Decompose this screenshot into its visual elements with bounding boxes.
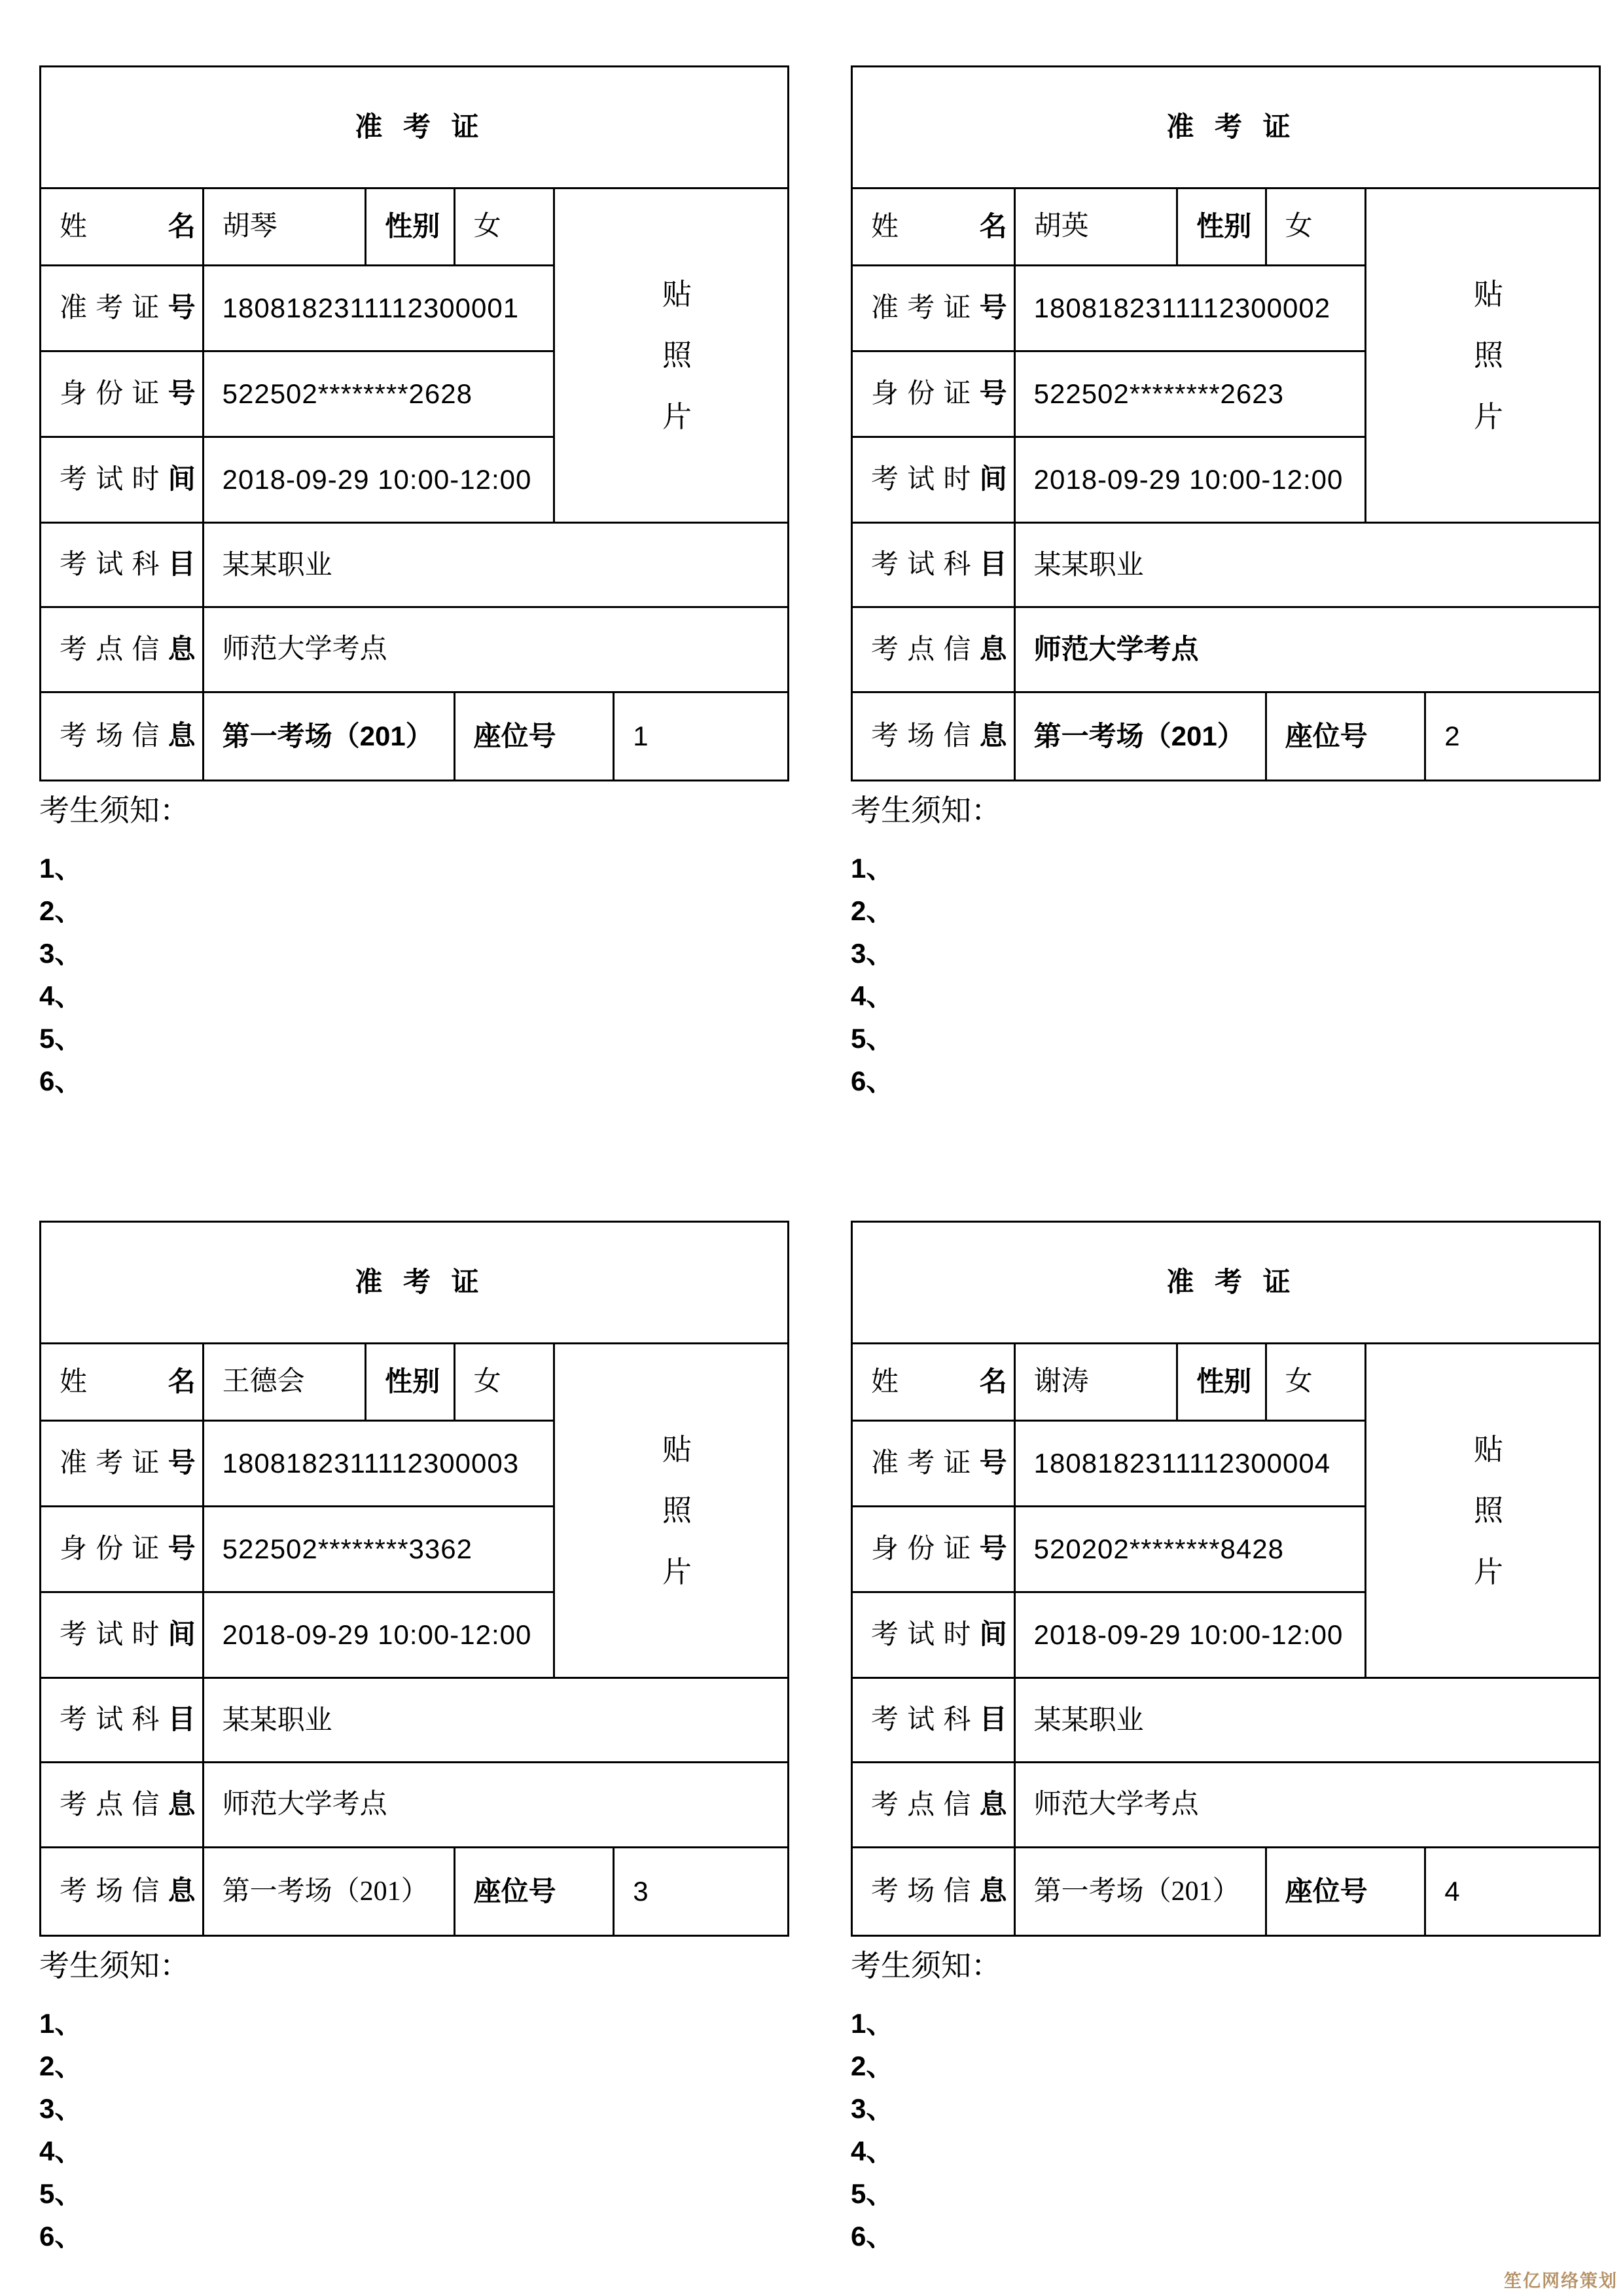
photo-placeholder <box>554 188 788 523</box>
notice-section <box>851 1946 1601 2257</box>
notice-item: 1、 <box>851 853 894 884</box>
notice-item: 4、 <box>39 2136 82 2167</box>
gender-label: 性别 <box>366 1344 454 1421</box>
photo-label: 贴照片 <box>662 1432 692 1588</box>
ticket-number-value: 1808182311112300001 <box>203 266 554 351</box>
photo-placeholder <box>1365 188 1599 523</box>
exam-time-value: 2018-09-29 10:00-12:00 <box>1014 1592 1365 1678</box>
id-number-value: 522502********2623 <box>1014 351 1365 437</box>
notice-item: 1、 <box>39 2008 82 2039</box>
id-number-label: 身份证号 <box>41 351 204 437</box>
name-value: 谢涛 <box>1014 1344 1177 1421</box>
exam-time-label: 考试时间 <box>41 1592 204 1678</box>
ticket-number-label: 准考证号 <box>852 1421 1015 1507</box>
name-value: 胡琴 <box>203 188 366 266</box>
ticket-table <box>851 1221 1601 1937</box>
notice-item: 3、 <box>851 938 894 969</box>
subject-value: 某某职业 <box>1014 523 1599 607</box>
photo-label: 贴照片 <box>662 277 692 433</box>
subject-label: 考试科目 <box>852 523 1015 607</box>
name-label: 姓名 <box>41 188 204 266</box>
exam-time-value: 2018-09-29 10:00-12:00 <box>1014 437 1365 523</box>
notice-item: 5、 <box>851 2178 894 2210</box>
notice-item: 5、 <box>39 2178 82 2210</box>
notice-item: 2、 <box>851 2051 894 2082</box>
venue-value: 第一考场（201） <box>1014 1848 1266 1936</box>
exam-time-label: 考试时间 <box>852 437 1015 523</box>
ticket-card <box>851 1221 1601 2257</box>
gender-label: 性别 <box>1177 188 1266 266</box>
site-label: 考点信息 <box>852 1763 1015 1848</box>
name-label: 姓名 <box>41 1344 204 1421</box>
ticket-number-value: 1808182311112300004 <box>1014 1421 1365 1507</box>
ticket-title: 准 考 证 <box>41 1222 789 1344</box>
seat-label: 座位号 <box>454 1848 614 1936</box>
ticket-number-value: 1808182311112300003 <box>203 1421 554 1507</box>
notice-item: 1、 <box>851 2008 894 2039</box>
seat-value: 1 <box>614 692 789 781</box>
notice-section <box>851 791 1601 1102</box>
venue-value: 第一考场（201） <box>203 692 454 781</box>
subject-value: 某某职业 <box>203 1678 788 1763</box>
subject-value: 某某职业 <box>1014 1678 1599 1763</box>
id-number-label: 身份证号 <box>41 1507 204 1592</box>
id-number-value: 522502********2628 <box>203 351 554 437</box>
ticket-card <box>39 1221 789 2257</box>
notice-heading: 考生须知： <box>39 1949 190 1982</box>
ticket-card <box>851 65 1601 1102</box>
notice-item: 2、 <box>39 895 82 927</box>
gender-value: 女 <box>454 1344 554 1421</box>
name-label: 姓名 <box>852 188 1015 266</box>
venue-label: 考场信息 <box>852 1848 1015 1936</box>
id-number-label: 身份证号 <box>852 351 1015 437</box>
photo-label: 贴照片 <box>1473 1432 1503 1588</box>
gender-value: 女 <box>454 188 554 266</box>
notice-heading: 考生须知： <box>851 1949 1001 1982</box>
exam-time-label: 考试时间 <box>41 437 204 523</box>
venue-label: 考场信息 <box>41 692 204 781</box>
gender-label: 性别 <box>1177 1344 1266 1421</box>
seat-label: 座位号 <box>454 692 614 781</box>
name-label: 姓名 <box>852 1344 1015 1421</box>
subject-label: 考试科目 <box>852 1678 1015 1763</box>
seat-value: 3 <box>614 1848 789 1936</box>
site-label: 考点信息 <box>41 1763 204 1848</box>
site-label: 考点信息 <box>41 607 204 692</box>
watermark: 笙亿网络策划 <box>1504 2271 1618 2291</box>
exam-time-label: 考试时间 <box>852 1592 1015 1678</box>
venue-value: 第一考场（201） <box>203 1848 454 1936</box>
venue-value: 第一考场（201） <box>1014 692 1266 781</box>
notice-item: 6、 <box>39 2221 82 2252</box>
ticket-table <box>39 65 789 781</box>
ticket-title: 准 考 证 <box>852 67 1600 188</box>
exam-time-value: 2018-09-29 10:00-12:00 <box>203 437 554 523</box>
photo-placeholder <box>1365 1344 1599 1678</box>
notice-item: 4、 <box>851 980 894 1012</box>
id-number-value: 522502********3362 <box>203 1507 554 1592</box>
seat-value: 2 <box>1425 692 1600 781</box>
subject-label: 考试科目 <box>41 523 204 607</box>
seat-label: 座位号 <box>1266 1848 1425 1936</box>
ticket-table <box>39 1221 789 1937</box>
notice-item: 3、 <box>851 2093 894 2125</box>
site-value: 师范大学考点 <box>203 1763 788 1848</box>
notice-item: 2、 <box>851 895 894 927</box>
site-value: 师范大学考点 <box>1014 607 1599 692</box>
id-number-label: 身份证号 <box>852 1507 1015 1592</box>
notice-item: 5、 <box>851 1023 894 1054</box>
notice-section <box>39 791 789 1102</box>
ticket-title: 准 考 证 <box>41 67 789 188</box>
notice-item: 2、 <box>39 2051 82 2082</box>
notice-item: 6、 <box>851 1066 894 1097</box>
subject-label: 考试科目 <box>41 1678 204 1763</box>
venue-label: 考场信息 <box>852 692 1015 781</box>
notice-item: 5、 <box>39 1023 82 1054</box>
ticket-card <box>39 65 789 1102</box>
seat-value: 4 <box>1425 1848 1600 1936</box>
notice-item: 6、 <box>39 1066 82 1097</box>
notice-item: 4、 <box>39 980 82 1012</box>
notice-section <box>39 1946 789 2257</box>
ticket-number-label: 准考证号 <box>41 1421 204 1507</box>
ticket-table <box>851 65 1601 781</box>
notice-heading: 考生须知： <box>851 794 1001 827</box>
notice-item: 3、 <box>39 938 82 969</box>
notice-item: 4、 <box>851 2136 894 2167</box>
gender-value: 女 <box>1266 188 1365 266</box>
exam-time-value: 2018-09-29 10:00-12:00 <box>203 1592 554 1678</box>
name-value: 胡英 <box>1014 188 1177 266</box>
ticket-number-label: 准考证号 <box>852 266 1015 351</box>
gender-value: 女 <box>1266 1344 1365 1421</box>
site-value: 师范大学考点 <box>203 607 788 692</box>
notice-item: 6、 <box>851 2221 894 2252</box>
venue-label: 考场信息 <box>41 1848 204 1936</box>
gender-label: 性别 <box>366 188 454 266</box>
notice-item: 3、 <box>39 2093 82 2125</box>
seat-label: 座位号 <box>1266 692 1425 781</box>
site-value: 师范大学考点 <box>1014 1763 1599 1848</box>
photo-label: 贴照片 <box>1473 277 1503 433</box>
notice-item: 1、 <box>39 853 82 884</box>
ticket-title: 准 考 证 <box>852 1222 1600 1344</box>
notice-heading: 考生须知： <box>39 794 190 827</box>
name-value: 王德会 <box>203 1344 366 1421</box>
id-number-value: 520202********8428 <box>1014 1507 1365 1592</box>
ticket-number-label: 准考证号 <box>41 266 204 351</box>
ticket-number-value: 1808182311112300002 <box>1014 266 1365 351</box>
photo-placeholder <box>554 1344 788 1678</box>
subject-value: 某某职业 <box>203 523 788 607</box>
site-label: 考点信息 <box>852 607 1015 692</box>
